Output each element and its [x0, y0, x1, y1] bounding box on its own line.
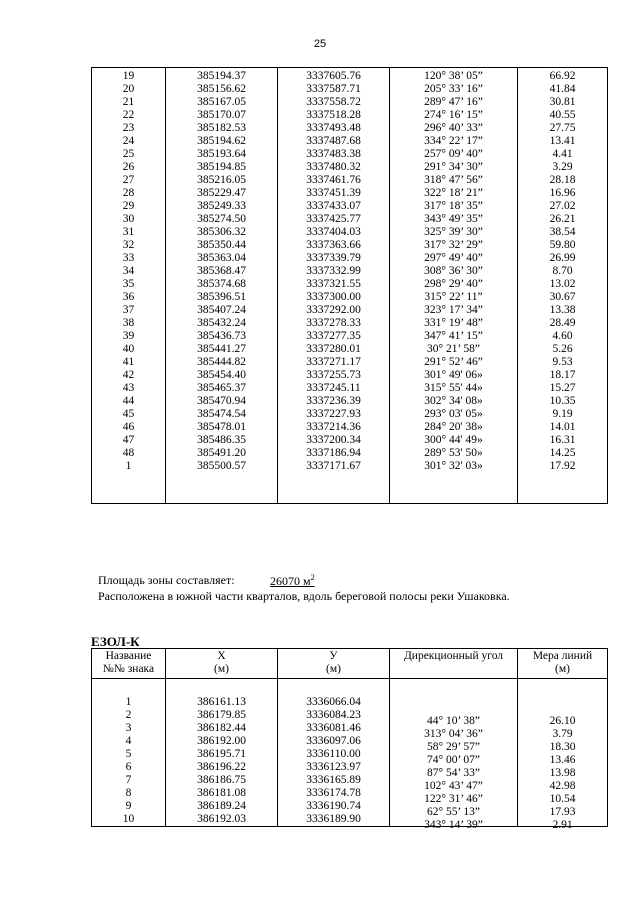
table-cell: 24	[122, 135, 135, 147]
table-cell: 3337236.39	[278, 395, 390, 408]
table-cell: 13.02	[518, 278, 608, 291]
table-cell: 10.54	[518, 793, 608, 806]
table-row	[92, 148, 608, 161]
table-cell: 296° 40’ 33”	[390, 122, 518, 135]
table-row	[92, 434, 608, 447]
table-cell: 3336066.04	[278, 696, 390, 709]
table-cell: 315° 55' 44»	[390, 382, 518, 395]
table-cell: 19	[122, 70, 135, 82]
table-cell: 26.21	[518, 213, 608, 226]
table-cell: 385465.37	[166, 382, 278, 395]
table-cell: 385486.35	[166, 434, 278, 447]
table-cell: 3337587.71	[278, 83, 390, 96]
table-cell: 323° 17’ 34”	[390, 304, 518, 317]
table-cell: 318° 47’ 56”	[390, 174, 518, 187]
table-cell: 29	[122, 200, 135, 212]
table-row	[92, 343, 608, 356]
table-cell: 385306.32	[166, 226, 278, 239]
table-cell: 16.96	[518, 187, 608, 200]
table-cell: 308° 36’ 30”	[390, 265, 518, 278]
table-cell: 102° 43’ 47”	[390, 780, 518, 793]
table-cell: 289° 47’ 16”	[390, 96, 518, 109]
table-cell: 322° 18’ 21”	[390, 187, 518, 200]
table-row	[92, 109, 608, 122]
table-cell: 10	[122, 813, 135, 825]
table-cell: 385350.44	[166, 239, 278, 252]
table-cell: 8	[125, 787, 132, 799]
table-row	[92, 291, 608, 304]
table-cell: 42.98	[518, 780, 608, 793]
table-row	[92, 68, 608, 84]
table-cell: 44° 10’ 38”	[390, 715, 518, 728]
table-cell: 3337300.00	[278, 291, 390, 304]
table-row	[92, 239, 608, 252]
table-cell: 35	[122, 278, 135, 290]
column-header: Название №№ знака	[92, 649, 166, 679]
table-cell: 20	[122, 83, 135, 95]
table-cell: 23	[122, 122, 135, 134]
table-cell: 334° 22’ 17”	[390, 135, 518, 148]
table-cell: 14.25	[518, 447, 608, 460]
table-cell: 1	[125, 460, 132, 472]
table-cell: 30° 21’ 58”	[390, 343, 518, 356]
table-cell: 386195.71	[166, 748, 278, 761]
table-cell: 284° 20' 38»	[390, 421, 518, 434]
table-cell: 385170.07	[166, 109, 278, 122]
table-cell: 10.35	[518, 395, 608, 408]
table-cell: 385470.94	[166, 395, 278, 408]
table-cell: 3336081.46	[278, 722, 390, 735]
table-cell: 36	[122, 291, 135, 303]
table-cell: 9.19	[518, 408, 608, 421]
table-cell: 3337518.28	[278, 109, 390, 122]
table-cell: 27	[122, 174, 135, 186]
table-cell: 385363.04	[166, 252, 278, 265]
table-row	[92, 408, 608, 421]
table-cell: 18.30	[518, 741, 608, 754]
area-label: Площадь зоны составляет:	[98, 573, 235, 587]
page-number: 25	[313, 38, 327, 50]
table-cell: 28.18	[518, 174, 608, 187]
table-row	[92, 265, 608, 278]
table-cell: 3337245.11	[278, 382, 390, 395]
table-cell: 40.55	[518, 109, 608, 122]
table-cell: 293° 03' 05»	[390, 408, 518, 421]
table-cell: 325° 39’ 30”	[390, 226, 518, 239]
table-cell: 46	[122, 421, 135, 433]
table-cell: 385194.37	[166, 68, 278, 84]
table-cell: 257° 09’ 40”	[390, 148, 518, 161]
table-row	[92, 213, 608, 226]
table-cell: 385167.05	[166, 96, 278, 109]
table-cell: 386192.03	[166, 813, 278, 827]
zone-coordinates-table	[91, 648, 608, 831]
zone-title: ЕЗОЛ-К	[91, 634, 140, 649]
table-cell: 3337425.77	[278, 213, 390, 226]
table-cell: 331° 19’ 48”	[390, 317, 518, 330]
table-cell: 62° 55’ 13”	[390, 806, 518, 819]
table-row	[92, 382, 608, 395]
table-cell: 3336123.97	[278, 761, 390, 774]
table-cell: 301° 32' 03»	[390, 460, 518, 473]
table-filler-row	[92, 473, 608, 504]
table-row	[92, 187, 608, 200]
table-cell: 385194.85	[166, 161, 278, 174]
table-cell: 3337271.17	[278, 356, 390, 369]
table-cell: 385229.47	[166, 187, 278, 200]
table-cell: 38.54	[518, 226, 608, 239]
table-cell: 6	[125, 761, 132, 773]
table-cell: 25	[122, 148, 135, 160]
table-cell: 47	[122, 434, 135, 446]
table-cell: 3337255.73	[278, 369, 390, 382]
table-cell: 291° 34’ 30”	[390, 161, 518, 174]
table-cell: 3	[125, 722, 132, 734]
table-row	[92, 135, 608, 148]
table-cell: 385474.54	[166, 408, 278, 421]
table-cell: 386189.24	[166, 800, 278, 813]
table-cell: 386179.85	[166, 709, 278, 722]
table-cell: 385441.27	[166, 343, 278, 356]
table-cell: 385182.53	[166, 122, 278, 135]
table-cell: 48	[122, 447, 135, 459]
table-cell: 385194.62	[166, 135, 278, 148]
table-cell: 315° 22’ 11”	[390, 291, 518, 304]
table-cell: 3337493.48	[278, 122, 390, 135]
table-cell: 385491.20	[166, 447, 278, 460]
table-cell: 15.27	[518, 382, 608, 395]
table-cell: 28	[122, 187, 135, 199]
table-cell: 18.17	[518, 369, 608, 382]
table-row	[92, 447, 608, 460]
column-header: У (м)	[278, 649, 390, 679]
table-row	[92, 317, 608, 330]
table-cell: 74° 00’ 07”	[390, 754, 518, 767]
table-cell: 3337280.01	[278, 343, 390, 356]
table-row	[92, 369, 608, 382]
table-cell: 274° 16’ 15”	[390, 109, 518, 122]
table-row	[92, 356, 608, 369]
table-row	[92, 395, 608, 408]
table-cell: 2	[125, 709, 132, 721]
table-row	[92, 96, 608, 109]
table-cell: 27.02	[518, 200, 608, 213]
table-row	[92, 330, 608, 343]
table-cell: 3337171.67	[278, 460, 390, 473]
table-cell: 37	[122, 304, 135, 316]
table-cell: 3337461.76	[278, 174, 390, 187]
table-row	[92, 200, 608, 213]
table-cell: 386192.00	[166, 735, 278, 748]
table-cell: 22	[122, 109, 135, 121]
table-cell: 3337278.33	[278, 317, 390, 330]
table-row	[92, 83, 608, 96]
table-row	[92, 304, 608, 317]
table-cell: 386182.44	[166, 722, 278, 735]
table-header-row	[92, 649, 608, 679]
table-cell: 17.93	[518, 806, 608, 819]
table-cell: 13.46	[518, 754, 608, 767]
table-cell: 3337480.32	[278, 161, 390, 174]
table-cell: 8.70	[518, 265, 608, 278]
table-cell: 343° 14’ 39”	[390, 819, 518, 833]
table-cell: 385274.50	[166, 213, 278, 226]
table-cell: 17.92	[518, 460, 608, 473]
table-cell: 5.26	[518, 343, 608, 356]
table-cell: 59.80	[518, 239, 608, 252]
table-cell: 3336165.89	[278, 774, 390, 787]
table-cell: 3337404.03	[278, 226, 390, 239]
area-line	[98, 573, 315, 588]
table-cell	[518, 702, 608, 715]
table-cell: 120° 38’ 05”	[390, 68, 518, 84]
table-cell: 298° 29’ 40”	[390, 278, 518, 291]
table-cell: 385444.82	[166, 356, 278, 369]
table-row	[92, 421, 608, 434]
table-cell: 385249.33	[166, 200, 278, 213]
table-cell: 122° 31’ 46”	[390, 793, 518, 806]
table-cell	[390, 702, 518, 715]
table-cell: 26.10	[518, 715, 608, 728]
table-cell: 317° 32’ 29”	[390, 239, 518, 252]
table-cell: 3337483.38	[278, 148, 390, 161]
table-cell: 386181.08	[166, 787, 278, 800]
table-cell: 385156.62	[166, 83, 278, 96]
table-cell: 291° 52’ 46”	[390, 356, 518, 369]
location-text: Расположена в южной части кварталов, вдоль береговой полосы реки Ушаковка.	[98, 589, 510, 603]
table-cell: 13.98	[518, 767, 608, 780]
table-cell: 301° 49' 06»	[390, 369, 518, 382]
table-cell: 14.01	[518, 421, 608, 434]
table-cell: 289° 53' 50»	[390, 447, 518, 460]
table-cell: 297° 49’ 40”	[390, 252, 518, 265]
table-cell: 3.29	[518, 161, 608, 174]
table-cell: 1	[125, 696, 132, 708]
table-cell: 313° 04’ 36”	[390, 728, 518, 741]
table-cell: 2.91	[518, 819, 608, 833]
table-cell: 42	[122, 369, 135, 381]
table-cell: 4.60	[518, 330, 608, 343]
table-cell: 41.84	[518, 83, 608, 96]
table-row	[92, 460, 608, 473]
table-cell: 32	[122, 239, 135, 251]
table-row	[92, 278, 608, 291]
table-cell: 13.38	[518, 304, 608, 317]
table-cell: 13.41	[518, 135, 608, 148]
table-cell: 4	[125, 735, 132, 747]
table-cell: 9	[125, 800, 132, 812]
table-cell: 3337433.07	[278, 200, 390, 213]
table-cell: 66.92	[518, 68, 608, 84]
table-cell: 385436.73	[166, 330, 278, 343]
table-cell: 26	[122, 161, 135, 173]
table-cell: 30.67	[518, 291, 608, 304]
table-row	[92, 161, 608, 174]
table-cell: 5	[125, 748, 132, 760]
table-cell: 386161.13	[166, 696, 278, 709]
table-cell: 3337321.55	[278, 278, 390, 291]
table-cell: 385478.01	[166, 421, 278, 434]
table-cell: 39	[122, 330, 135, 342]
table-cell: 33	[122, 252, 135, 264]
table-cell: 3337292.00	[278, 304, 390, 317]
table-cell: 3337363.66	[278, 239, 390, 252]
table-cell: 3337200.34	[278, 434, 390, 447]
table-row	[92, 226, 608, 239]
table-cell: 44	[122, 395, 135, 407]
coordinates-table-continued	[91, 67, 608, 504]
table-cell: 3337605.76	[278, 68, 390, 84]
table-cell: 385396.51	[166, 291, 278, 304]
table-cell: 31	[122, 226, 135, 238]
table-cell: 3.79	[518, 728, 608, 741]
table-cell: 3336097.06	[278, 735, 390, 748]
table-cell: 343° 49’ 35”	[390, 213, 518, 226]
table-cell: 385368.47	[166, 265, 278, 278]
table-cell: 27.75	[518, 122, 608, 135]
table-cell: 302° 34' 08»	[390, 395, 518, 408]
column-header: Мера линий (м)	[518, 649, 608, 679]
table-cell: 385500.57	[166, 460, 278, 473]
table-cell: 3337451.39	[278, 187, 390, 200]
table-cell: 385216.05	[166, 174, 278, 187]
table-cell: 3336174.78	[278, 787, 390, 800]
table-cell: 385454.40	[166, 369, 278, 382]
table-cell: 3337227.93	[278, 408, 390, 421]
table-cell: 16.31	[518, 434, 608, 447]
table-row	[92, 174, 608, 187]
table-cell: 28.49	[518, 317, 608, 330]
table-cell: 3337558.72	[278, 96, 390, 109]
table-cell: 3336189.90	[278, 813, 390, 827]
table-cell: 40	[122, 343, 135, 355]
table-row	[92, 122, 608, 135]
table-cell: 87° 54’ 33”	[390, 767, 518, 780]
table-cell: 3337214.36	[278, 421, 390, 434]
column-header: Дирекционный угол	[390, 649, 518, 679]
area-value: 26070 $м^2$	[270, 573, 315, 588]
table-cell: 3336190.74	[278, 800, 390, 813]
table-cell: 30	[122, 213, 135, 225]
table-cell: 3337186.94	[278, 447, 390, 460]
table-cell: 386186.75	[166, 774, 278, 787]
area-unit-superscript: 2	[310, 573, 315, 582]
table-cell: 45	[122, 408, 135, 420]
table-cell: 9.53	[518, 356, 608, 369]
table-cell: 41	[122, 356, 135, 368]
table-cell: 21	[122, 96, 135, 108]
table-cell: 3337277.35	[278, 330, 390, 343]
table-cell: 385193.64	[166, 148, 278, 161]
table-cell: 300° 44' 49»	[390, 434, 518, 447]
table-cell: 205° 33’ 16”	[390, 83, 518, 96]
table-cell: 7	[125, 774, 132, 786]
table-cell: 3336110.00	[278, 748, 390, 761]
table-cell: 38	[122, 317, 135, 329]
table-cell: 30.81	[518, 96, 608, 109]
table-row	[92, 252, 608, 265]
table-cell: 3337339.79	[278, 252, 390, 265]
table-cell: 385432.24	[166, 317, 278, 330]
table-cell: 3337487.68	[278, 135, 390, 148]
table-row	[92, 696, 608, 709]
table-cell: 385374.68	[166, 278, 278, 291]
table-cell: 347° 41’ 15”	[390, 330, 518, 343]
table-cell: 4.41	[518, 148, 608, 161]
table-cell: 43	[122, 382, 135, 394]
column-header: X (м)	[166, 649, 278, 679]
table-cell: 26.99	[518, 252, 608, 265]
table-cell: 3336084.23	[278, 709, 390, 722]
table-cell: 385407.24	[166, 304, 278, 317]
table-cell: 58° 29’ 57”	[390, 741, 518, 754]
table-cell: 317° 18’ 35”	[390, 200, 518, 213]
table-cell: 34	[122, 265, 135, 277]
table-cell: 3337332.99	[278, 265, 390, 278]
table-cell: 386196.22	[166, 761, 278, 774]
